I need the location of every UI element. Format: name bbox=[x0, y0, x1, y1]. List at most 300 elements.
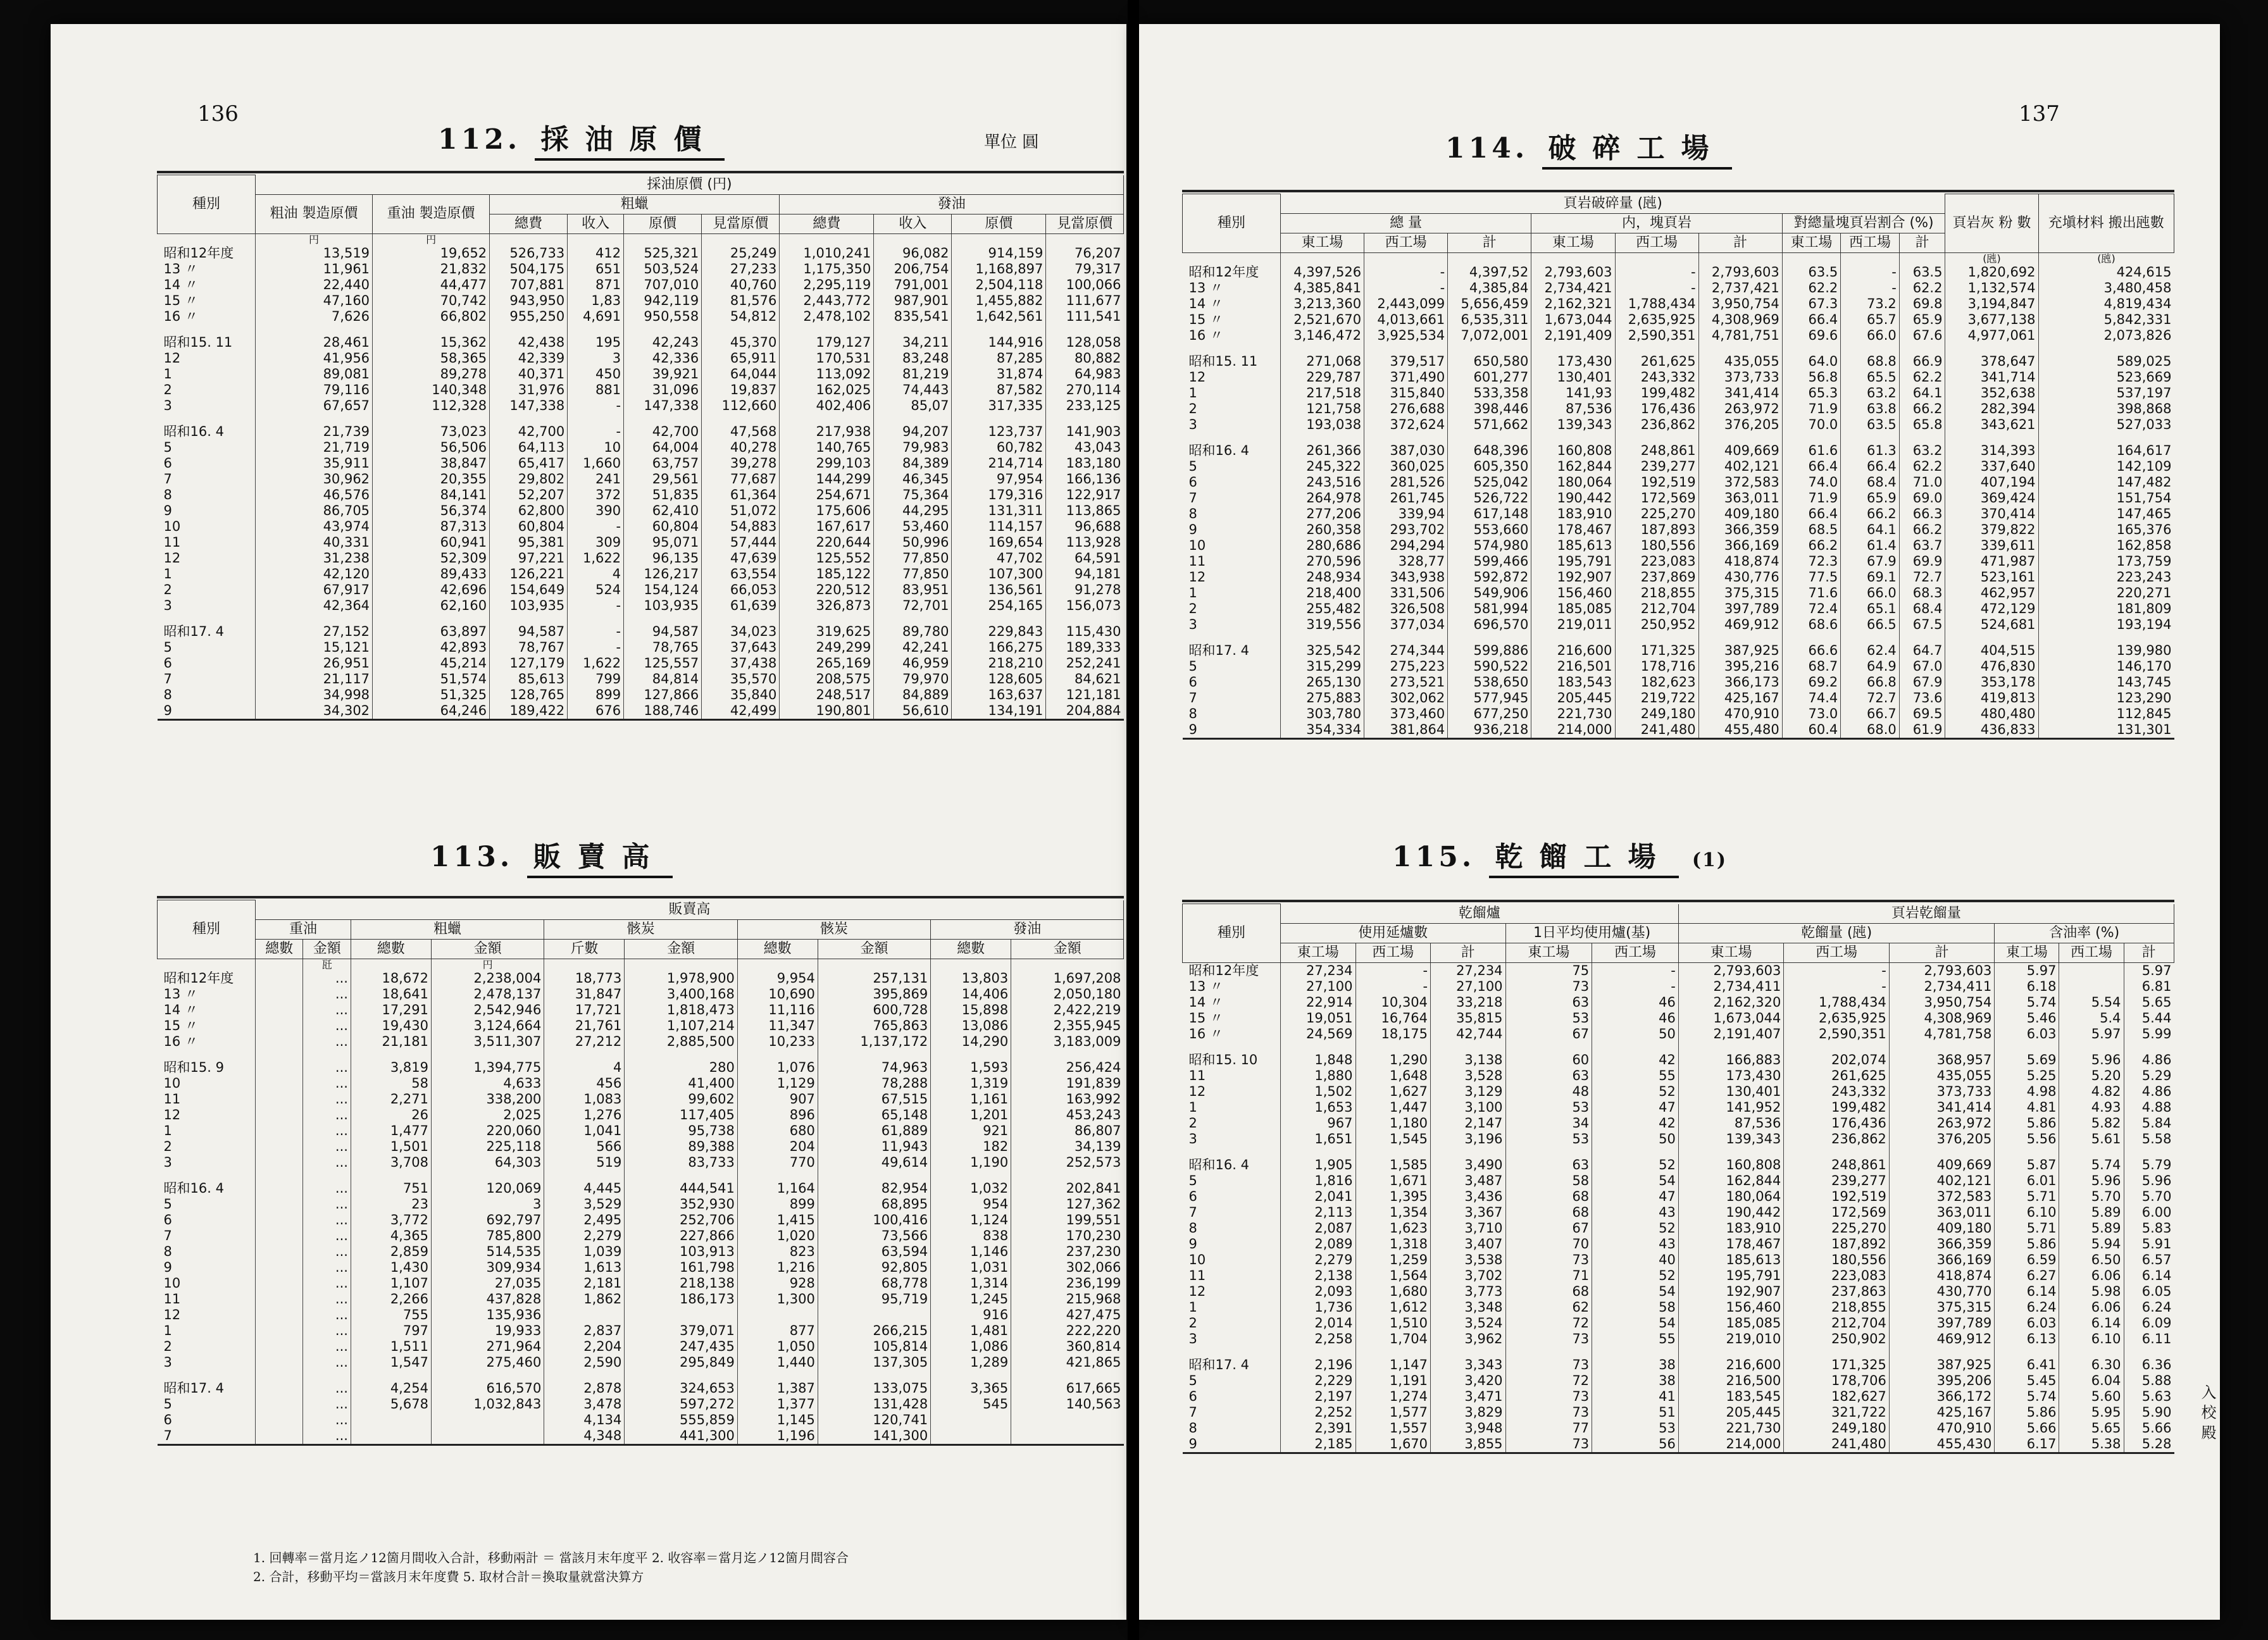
table-row bbox=[158, 456, 1124, 471]
table-cell: 1,314 bbox=[931, 1276, 1011, 1291]
table-cell: 462,957 bbox=[1945, 585, 2038, 601]
table-cell: 21,739 bbox=[256, 414, 373, 440]
table-cell: 147,465 bbox=[2038, 506, 2174, 522]
table-cell: 3,343 bbox=[1431, 1347, 1506, 1373]
table-cell: 533,358 bbox=[1448, 385, 1531, 401]
table-cell: 63,594 bbox=[818, 1244, 930, 1260]
table-cell: 538,650 bbox=[1448, 674, 1531, 690]
table-cell: 122,917 bbox=[1046, 487, 1124, 503]
table-cell: 74,963 bbox=[818, 1050, 930, 1076]
table-cell: 252,706 bbox=[625, 1212, 737, 1228]
table-cell: 112,660 bbox=[702, 398, 780, 414]
table-cell: 133,075 bbox=[818, 1370, 930, 1396]
table-cell: 141,300 bbox=[818, 1428, 930, 1445]
table-112-body bbox=[158, 233, 1124, 719]
table-cell: 130,401 bbox=[1678, 1084, 1784, 1100]
table-cell: 375,315 bbox=[1889, 1300, 1995, 1315]
table-row bbox=[158, 1323, 1124, 1339]
row-label: 9 bbox=[1188, 1236, 1197, 1252]
table-cell: 50,996 bbox=[874, 535, 952, 550]
table-cell: 404,515 bbox=[1945, 633, 2038, 659]
table-cell: 47,639 bbox=[702, 550, 780, 566]
table-cell: 69.0 bbox=[1899, 490, 1945, 506]
table-cell: 366,172 bbox=[1889, 1389, 1995, 1405]
table-cell: 62.4 bbox=[1841, 633, 1900, 659]
table-row bbox=[158, 1076, 1124, 1091]
table-cell: 274,344 bbox=[1364, 633, 1448, 659]
row-label: 1 bbox=[1188, 1299, 1197, 1315]
table-cell: 166,136 bbox=[1046, 471, 1124, 487]
table-cell: 77 bbox=[1505, 1420, 1592, 1436]
table-cell: 156,073 bbox=[1046, 598, 1124, 614]
table-cell: 2,478,137 bbox=[431, 986, 544, 1002]
table-cell bbox=[256, 1228, 303, 1244]
table-cell: 6.09 bbox=[2124, 1315, 2174, 1331]
table-cell: 73 bbox=[1505, 1389, 1592, 1405]
table-cell: 6.57 bbox=[2124, 1252, 2174, 1268]
table-cell: 42 bbox=[1592, 1115, 1679, 1131]
table-cell: 74.4 bbox=[1782, 690, 1841, 706]
table-112-top-header: 採油原價 (円) bbox=[256, 175, 1124, 195]
table-cell: - bbox=[568, 598, 624, 614]
table-cell: 41,400 bbox=[625, 1076, 737, 1091]
table-cell: 156,460 bbox=[1531, 585, 1615, 601]
table-113-top-header: 販賣高 bbox=[256, 900, 1124, 920]
table-cell: 47,568 bbox=[702, 414, 780, 440]
table-cell: 46,345 bbox=[874, 471, 952, 487]
table-cell: 4,633 bbox=[431, 1076, 544, 1091]
table-cell: 6.10 bbox=[2059, 1331, 2124, 1347]
table-cell: 1,107,214 bbox=[625, 1018, 737, 1034]
table-cell: 79,317 bbox=[1046, 261, 1124, 277]
table-cell: 2,191,407 bbox=[1678, 1026, 1784, 1042]
table-cell bbox=[256, 986, 303, 1002]
table-cell: 370,414 bbox=[1945, 506, 2038, 522]
table-cell: 523,161 bbox=[1945, 569, 2038, 585]
table-cell: 6.14 bbox=[2124, 1268, 2174, 1284]
table-cell: 2,590,351 bbox=[1615, 328, 1698, 344]
table-cell: 49,614 bbox=[818, 1155, 930, 1171]
table-cell: 64.7 bbox=[1899, 633, 1945, 659]
table-115 bbox=[1182, 904, 2174, 1454]
table-cell: 34,023 bbox=[702, 614, 780, 640]
table-cell: 125,552 bbox=[780, 550, 874, 566]
row-label: 昭和16. 4 bbox=[163, 1180, 224, 1196]
unit-mark: 瓩 bbox=[303, 959, 351, 971]
table-cell: 1,788,434 bbox=[1615, 296, 1698, 312]
table-cell: 3,146,472 bbox=[1281, 328, 1364, 344]
table-cell: 83,733 bbox=[625, 1155, 737, 1171]
table-cell: 6.24 bbox=[1995, 1300, 2059, 1315]
table-cell: 66.4 bbox=[1782, 312, 1841, 328]
table-cell: 1,818,473 bbox=[625, 1002, 737, 1018]
table-row bbox=[158, 655, 1124, 671]
table-cell: 3,948 bbox=[1431, 1420, 1506, 1436]
table-cell: 65,148 bbox=[818, 1107, 930, 1123]
table-cell: 1,510 bbox=[1355, 1315, 1431, 1331]
table-cell: 263,972 bbox=[1698, 401, 1782, 417]
table-cell: 163,637 bbox=[952, 687, 1046, 703]
table-cell: 1,880 bbox=[1281, 1068, 1356, 1084]
row-label: 昭和12年度 bbox=[1188, 264, 1259, 280]
table-cell: 70 bbox=[1505, 1236, 1592, 1252]
table-cell: 27,100 bbox=[1281, 979, 1356, 995]
table-cell: 616,570 bbox=[431, 1370, 544, 1396]
table-cell: 192,907 bbox=[1531, 569, 1615, 585]
table-cell: 3,490 bbox=[1431, 1147, 1506, 1173]
table-cell: 1,145 bbox=[737, 1412, 818, 1428]
group-header: 發油 bbox=[931, 919, 1124, 939]
table-cell: 71.9 bbox=[1782, 401, 1841, 417]
table-cell: 326,508 bbox=[1364, 601, 1448, 617]
table-113-name: 販賣高 bbox=[527, 841, 673, 878]
table-cell: 471,987 bbox=[1945, 554, 2038, 569]
table-cell: 220,060 bbox=[431, 1123, 544, 1139]
table-cell: 178,467 bbox=[1678, 1236, 1784, 1252]
table-cell: 3,962 bbox=[1431, 1331, 1506, 1347]
table-cell: 1,673,044 bbox=[1531, 312, 1615, 328]
left-page bbox=[51, 24, 1126, 1620]
table-cell: 121,181 bbox=[1046, 687, 1124, 703]
table-cell: 1,671 bbox=[1355, 1173, 1431, 1189]
table-cell: 6.13 bbox=[1995, 1331, 2059, 1347]
table-cell: 237,230 bbox=[1011, 1244, 1124, 1260]
table-cell: 6.14 bbox=[2059, 1315, 2124, 1331]
table-cell: 6.17 bbox=[1995, 1436, 2059, 1453]
table-114-name: 破碎工場 bbox=[1542, 132, 1732, 170]
table-cell: 65,911 bbox=[702, 351, 780, 366]
sub-header: 計 bbox=[1698, 233, 1782, 252]
table-row bbox=[158, 1412, 1124, 1428]
table-cell: 4,308,969 bbox=[1889, 1010, 1995, 1026]
row-label: 12 bbox=[1188, 1083, 1206, 1099]
table-cell: 1,585 bbox=[1355, 1147, 1431, 1173]
table-cell: 2,590,351 bbox=[1784, 1026, 1890, 1042]
page-number-right: 137 bbox=[2019, 101, 2060, 127]
table-cell: 61.9 bbox=[1899, 722, 1945, 739]
table-cell: 50 bbox=[1592, 1131, 1679, 1147]
table-cell: 271,964 bbox=[431, 1339, 544, 1355]
table-cell: 42,336 bbox=[624, 351, 702, 366]
table-cell: 78,288 bbox=[818, 1076, 930, 1091]
table-cell: 185,613 bbox=[1678, 1252, 1784, 1268]
table-cell: 651 bbox=[568, 261, 624, 277]
table-row bbox=[158, 614, 1124, 640]
table-cell: 241,480 bbox=[1784, 1436, 1890, 1453]
table-cell: 3,819 bbox=[351, 1050, 431, 1076]
table-cell: 6.03 bbox=[1995, 1026, 2059, 1042]
table-cell: 46,576 bbox=[256, 487, 373, 503]
table-cell: 166,883 bbox=[1678, 1042, 1784, 1068]
table-cell: 192,519 bbox=[1784, 1189, 1890, 1205]
table-cell: 605,350 bbox=[1448, 459, 1531, 475]
table-cell: 1,180 bbox=[1355, 1115, 1431, 1131]
table-cell: 823 bbox=[737, 1244, 818, 1260]
table-cell: 190,801 bbox=[780, 703, 874, 720]
table-cell: 3,400,168 bbox=[625, 986, 737, 1002]
table-cell: 72.7 bbox=[1899, 569, 1945, 585]
table-cell bbox=[431, 1412, 544, 1428]
table-cell: 650,580 bbox=[1448, 344, 1531, 370]
table-cell: 34,302 bbox=[256, 703, 373, 720]
table-cell: 127,179 bbox=[490, 655, 568, 671]
table-cell: 1,161 bbox=[931, 1091, 1011, 1107]
table-cell: 2,252 bbox=[1281, 1405, 1356, 1420]
table-cell: 47,702 bbox=[952, 550, 1046, 566]
table-cell: 219,010 bbox=[1678, 1331, 1784, 1347]
table-cell: 229,843 bbox=[952, 614, 1046, 640]
sub-header: 總數 bbox=[256, 939, 303, 959]
table-cell: 765,863 bbox=[818, 1018, 930, 1034]
table-cell: 47,160 bbox=[256, 293, 373, 309]
table-115-top-rule bbox=[1182, 900, 2174, 902]
sub-header: 西工場 bbox=[1355, 943, 1431, 962]
table-cell: 66.4 bbox=[1841, 459, 1900, 475]
table-cell: 437,828 bbox=[431, 1291, 544, 1307]
table-cell: 2,793,603 bbox=[1678, 962, 1784, 979]
table-cell: 243,332 bbox=[1615, 370, 1698, 385]
table-cell: 223,083 bbox=[1784, 1268, 1890, 1284]
table-cell: 899 bbox=[737, 1196, 818, 1212]
table-cell: 526,722 bbox=[1448, 490, 1531, 506]
table-cell: 6.36 bbox=[2124, 1347, 2174, 1373]
table-cell: 581,994 bbox=[1448, 601, 1531, 617]
table-cell: 13,803 bbox=[931, 971, 1011, 986]
table-row bbox=[1183, 1042, 2174, 1068]
table-cell: 77.5 bbox=[1782, 569, 1841, 585]
table-cell: 26,951 bbox=[256, 655, 373, 671]
table-cell: 84,814 bbox=[624, 671, 702, 687]
table-cell: 180,064 bbox=[1678, 1189, 1784, 1205]
table-cell: 84,141 bbox=[373, 487, 490, 503]
row-label: 6 bbox=[163, 655, 172, 671]
table-cell: 139,343 bbox=[1531, 417, 1615, 433]
table-cell bbox=[256, 1323, 303, 1339]
table-cell: 270,114 bbox=[1046, 382, 1124, 398]
table-cell: 303,780 bbox=[1281, 706, 1364, 722]
table-cell: 42,241 bbox=[874, 640, 952, 655]
table-cell: 53 bbox=[1505, 1131, 1592, 1147]
table-cell: 73,566 bbox=[818, 1228, 930, 1244]
table-cell: 1,670 bbox=[1355, 1436, 1431, 1453]
table-cell: 96,688 bbox=[1046, 519, 1124, 535]
table-cell: 65.1 bbox=[1841, 601, 1900, 617]
table-cell: 166,275 bbox=[952, 640, 1046, 655]
row-label: 9 bbox=[163, 1259, 172, 1275]
table-cell: 5.60 bbox=[2059, 1389, 2124, 1405]
row-label: 10 bbox=[1188, 1252, 1206, 1267]
table-cell: 1,978,900 bbox=[625, 971, 737, 986]
table-cell: 5.89 bbox=[2059, 1221, 2124, 1236]
table-cell: 1,622 bbox=[568, 550, 624, 566]
table-cell: 26 bbox=[351, 1107, 431, 1123]
table-cell: 53 bbox=[1505, 1100, 1592, 1115]
table-cell: 402,121 bbox=[1698, 459, 1782, 475]
table-114-number: 114. bbox=[1445, 132, 1529, 165]
table-cell: 1,394,775 bbox=[431, 1050, 544, 1076]
table-cell: 1,010,241 bbox=[780, 245, 874, 261]
table-cell: 1,164 bbox=[737, 1171, 818, 1196]
table-cell: 921 bbox=[931, 1123, 1011, 1139]
table-cell: - bbox=[1784, 962, 1890, 979]
table-cell: 503,524 bbox=[624, 261, 702, 277]
table-cell: 331,506 bbox=[1364, 585, 1448, 601]
table-114 bbox=[1182, 194, 2174, 740]
table-cell: ... bbox=[303, 1139, 351, 1155]
table-cell: 193,038 bbox=[1281, 417, 1364, 433]
table-cell: 179,316 bbox=[952, 487, 1046, 503]
table-cell: 178,467 bbox=[1531, 522, 1615, 538]
row-label: 9 bbox=[163, 502, 172, 518]
table-cell: 397,789 bbox=[1698, 601, 1782, 617]
sub-header: 總數 bbox=[737, 939, 818, 959]
table-cell: 239,277 bbox=[1784, 1173, 1890, 1189]
table-cell: 94,181 bbox=[1046, 566, 1124, 582]
group-ratio: 含油率 (%) bbox=[1995, 923, 2174, 943]
table-cell: 6.50 bbox=[2059, 1252, 2124, 1268]
table-cell: 265,130 bbox=[1281, 674, 1364, 690]
sub-header: 總費 bbox=[780, 214, 874, 233]
table-cell: 72.4 bbox=[1782, 601, 1841, 617]
table-cell: 1,191 bbox=[1355, 1373, 1431, 1389]
table-cell: 178,716 bbox=[1615, 659, 1698, 674]
table-cell: 41,956 bbox=[256, 351, 373, 366]
table-cell: 2,443,099 bbox=[1364, 296, 1448, 312]
table-cell: 82,954 bbox=[818, 1171, 930, 1196]
table-cell: 1,430 bbox=[351, 1260, 431, 1276]
table-cell: 2,266 bbox=[351, 1291, 431, 1307]
row-label-header: 種別 bbox=[1183, 904, 1281, 963]
table-cell: 183,910 bbox=[1678, 1221, 1784, 1236]
table-cell: 67.9 bbox=[1899, 674, 1945, 690]
table-cell: 5.29 bbox=[2124, 1068, 2174, 1084]
right-page bbox=[1139, 24, 2220, 1620]
table-cell bbox=[256, 1276, 303, 1291]
table-cell: 215,968 bbox=[1011, 1291, 1124, 1307]
table-cell: 39,278 bbox=[702, 456, 780, 471]
table-cell: 1,511 bbox=[351, 1339, 431, 1355]
table-cell: 2,162,320 bbox=[1678, 995, 1784, 1010]
table-cell: 19,652 bbox=[373, 245, 490, 261]
table-cell: 5.96 bbox=[2059, 1042, 2124, 1068]
table-cell bbox=[256, 1307, 303, 1323]
table-cell: 11,961 bbox=[256, 261, 373, 277]
table-cell: 395,869 bbox=[818, 986, 930, 1002]
table-cell: 324,653 bbox=[625, 1370, 737, 1396]
table-cell: 180,556 bbox=[1615, 538, 1698, 554]
table-cell: 3,950,754 bbox=[1889, 995, 1995, 1010]
table-cell: 227,866 bbox=[625, 1228, 737, 1244]
table-cell: 225,270 bbox=[1784, 1221, 1890, 1236]
table-cell: 4 bbox=[544, 1050, 625, 1076]
table-cell: 409,669 bbox=[1889, 1147, 1995, 1173]
table-cell: 73.6 bbox=[1899, 690, 1945, 706]
table-113-body bbox=[158, 959, 1124, 1444]
table-cell: 144,299 bbox=[780, 471, 874, 487]
table-cell: 2,355,945 bbox=[1011, 1018, 1124, 1034]
row-label: 6 bbox=[163, 1412, 172, 1427]
row-label: 15 〃 bbox=[1188, 311, 1223, 327]
table-cell: 1,622 bbox=[568, 655, 624, 671]
table-cell: 10,233 bbox=[737, 1034, 818, 1050]
table-cell: 34,211 bbox=[874, 325, 952, 351]
table-cell: 187,892 bbox=[1784, 1236, 1890, 1252]
table-cell: 134,191 bbox=[952, 703, 1046, 720]
table-cell: 112,328 bbox=[373, 398, 490, 414]
row-label: 昭和12年度 bbox=[1188, 962, 1259, 978]
table-row bbox=[158, 971, 1124, 986]
table-row bbox=[158, 598, 1124, 614]
table-row bbox=[1183, 1221, 2174, 1236]
table-cell: ... bbox=[303, 1339, 351, 1355]
table-cell: 162,844 bbox=[1531, 459, 1615, 475]
table-cell: 421,865 bbox=[1011, 1355, 1124, 1370]
table-cell: 590,522 bbox=[1448, 659, 1531, 674]
row-label: 1 bbox=[163, 366, 172, 382]
table-cell: 1,848 bbox=[1281, 1042, 1356, 1068]
table-cell: 237,869 bbox=[1615, 569, 1698, 585]
table-cell: 73 bbox=[1505, 1347, 1592, 1373]
table-cell: 707,881 bbox=[490, 277, 568, 293]
table-cell: 171,325 bbox=[1615, 633, 1698, 659]
table-row bbox=[158, 293, 1124, 309]
table-cell: 294,294 bbox=[1364, 538, 1448, 554]
table-cell: 6.03 bbox=[1995, 1315, 2059, 1331]
table-cell: 319,625 bbox=[780, 614, 874, 640]
table-cell: 1,175,350 bbox=[780, 261, 874, 277]
table-cell: 40 bbox=[1592, 1252, 1679, 1268]
row-label: 7 bbox=[1188, 490, 1197, 506]
table-cell: 42,700 bbox=[624, 414, 702, 440]
table-cell: 220,271 bbox=[2038, 585, 2174, 601]
table-cell: 6.24 bbox=[2124, 1300, 2174, 1315]
table-cell: - bbox=[1355, 962, 1431, 979]
table-row bbox=[1183, 722, 2174, 739]
table-cell: 1,816 bbox=[1281, 1173, 1356, 1189]
table-cell: 83,248 bbox=[874, 351, 952, 366]
table-row bbox=[1183, 1205, 2174, 1221]
table-cell: 248,861 bbox=[1784, 1147, 1890, 1173]
table-cell: 3,772 bbox=[351, 1212, 431, 1228]
table-cell: 54,883 bbox=[702, 519, 780, 535]
table-cell: 791,001 bbox=[874, 277, 952, 293]
table-cell: 107,300 bbox=[952, 566, 1046, 582]
table-cell: 245,322 bbox=[1281, 459, 1364, 475]
table-cell: 96,082 bbox=[874, 245, 952, 261]
table-row bbox=[158, 687, 1124, 703]
table-cell: 16,764 bbox=[1355, 1010, 1431, 1026]
row-label: 7 bbox=[163, 1227, 172, 1243]
table-row bbox=[1183, 1405, 2174, 1420]
table-row bbox=[1183, 385, 2174, 401]
table-cell: 3,708 bbox=[351, 1155, 431, 1171]
table-cell: 943,950 bbox=[490, 293, 568, 309]
table-cell: 87,285 bbox=[952, 351, 1046, 366]
table-row bbox=[1183, 1252, 2174, 1268]
col-heavy: 重油 製造原價 bbox=[373, 194, 490, 233]
table-cell: 61,639 bbox=[702, 598, 780, 614]
row-label: 12 bbox=[1188, 1283, 1206, 1299]
table-cell bbox=[431, 1428, 544, 1445]
table-112-top-rule bbox=[157, 171, 1124, 173]
table-cell: 94,207 bbox=[874, 414, 952, 440]
table-cell: 372,583 bbox=[1889, 1189, 1995, 1205]
table-cell: 75 bbox=[1505, 962, 1592, 979]
table-cell: 29,561 bbox=[624, 471, 702, 487]
table-cell: 2,859 bbox=[351, 1244, 431, 1260]
table-cell: 236,862 bbox=[1615, 417, 1698, 433]
table-cell: 66.2 bbox=[1899, 522, 1945, 538]
